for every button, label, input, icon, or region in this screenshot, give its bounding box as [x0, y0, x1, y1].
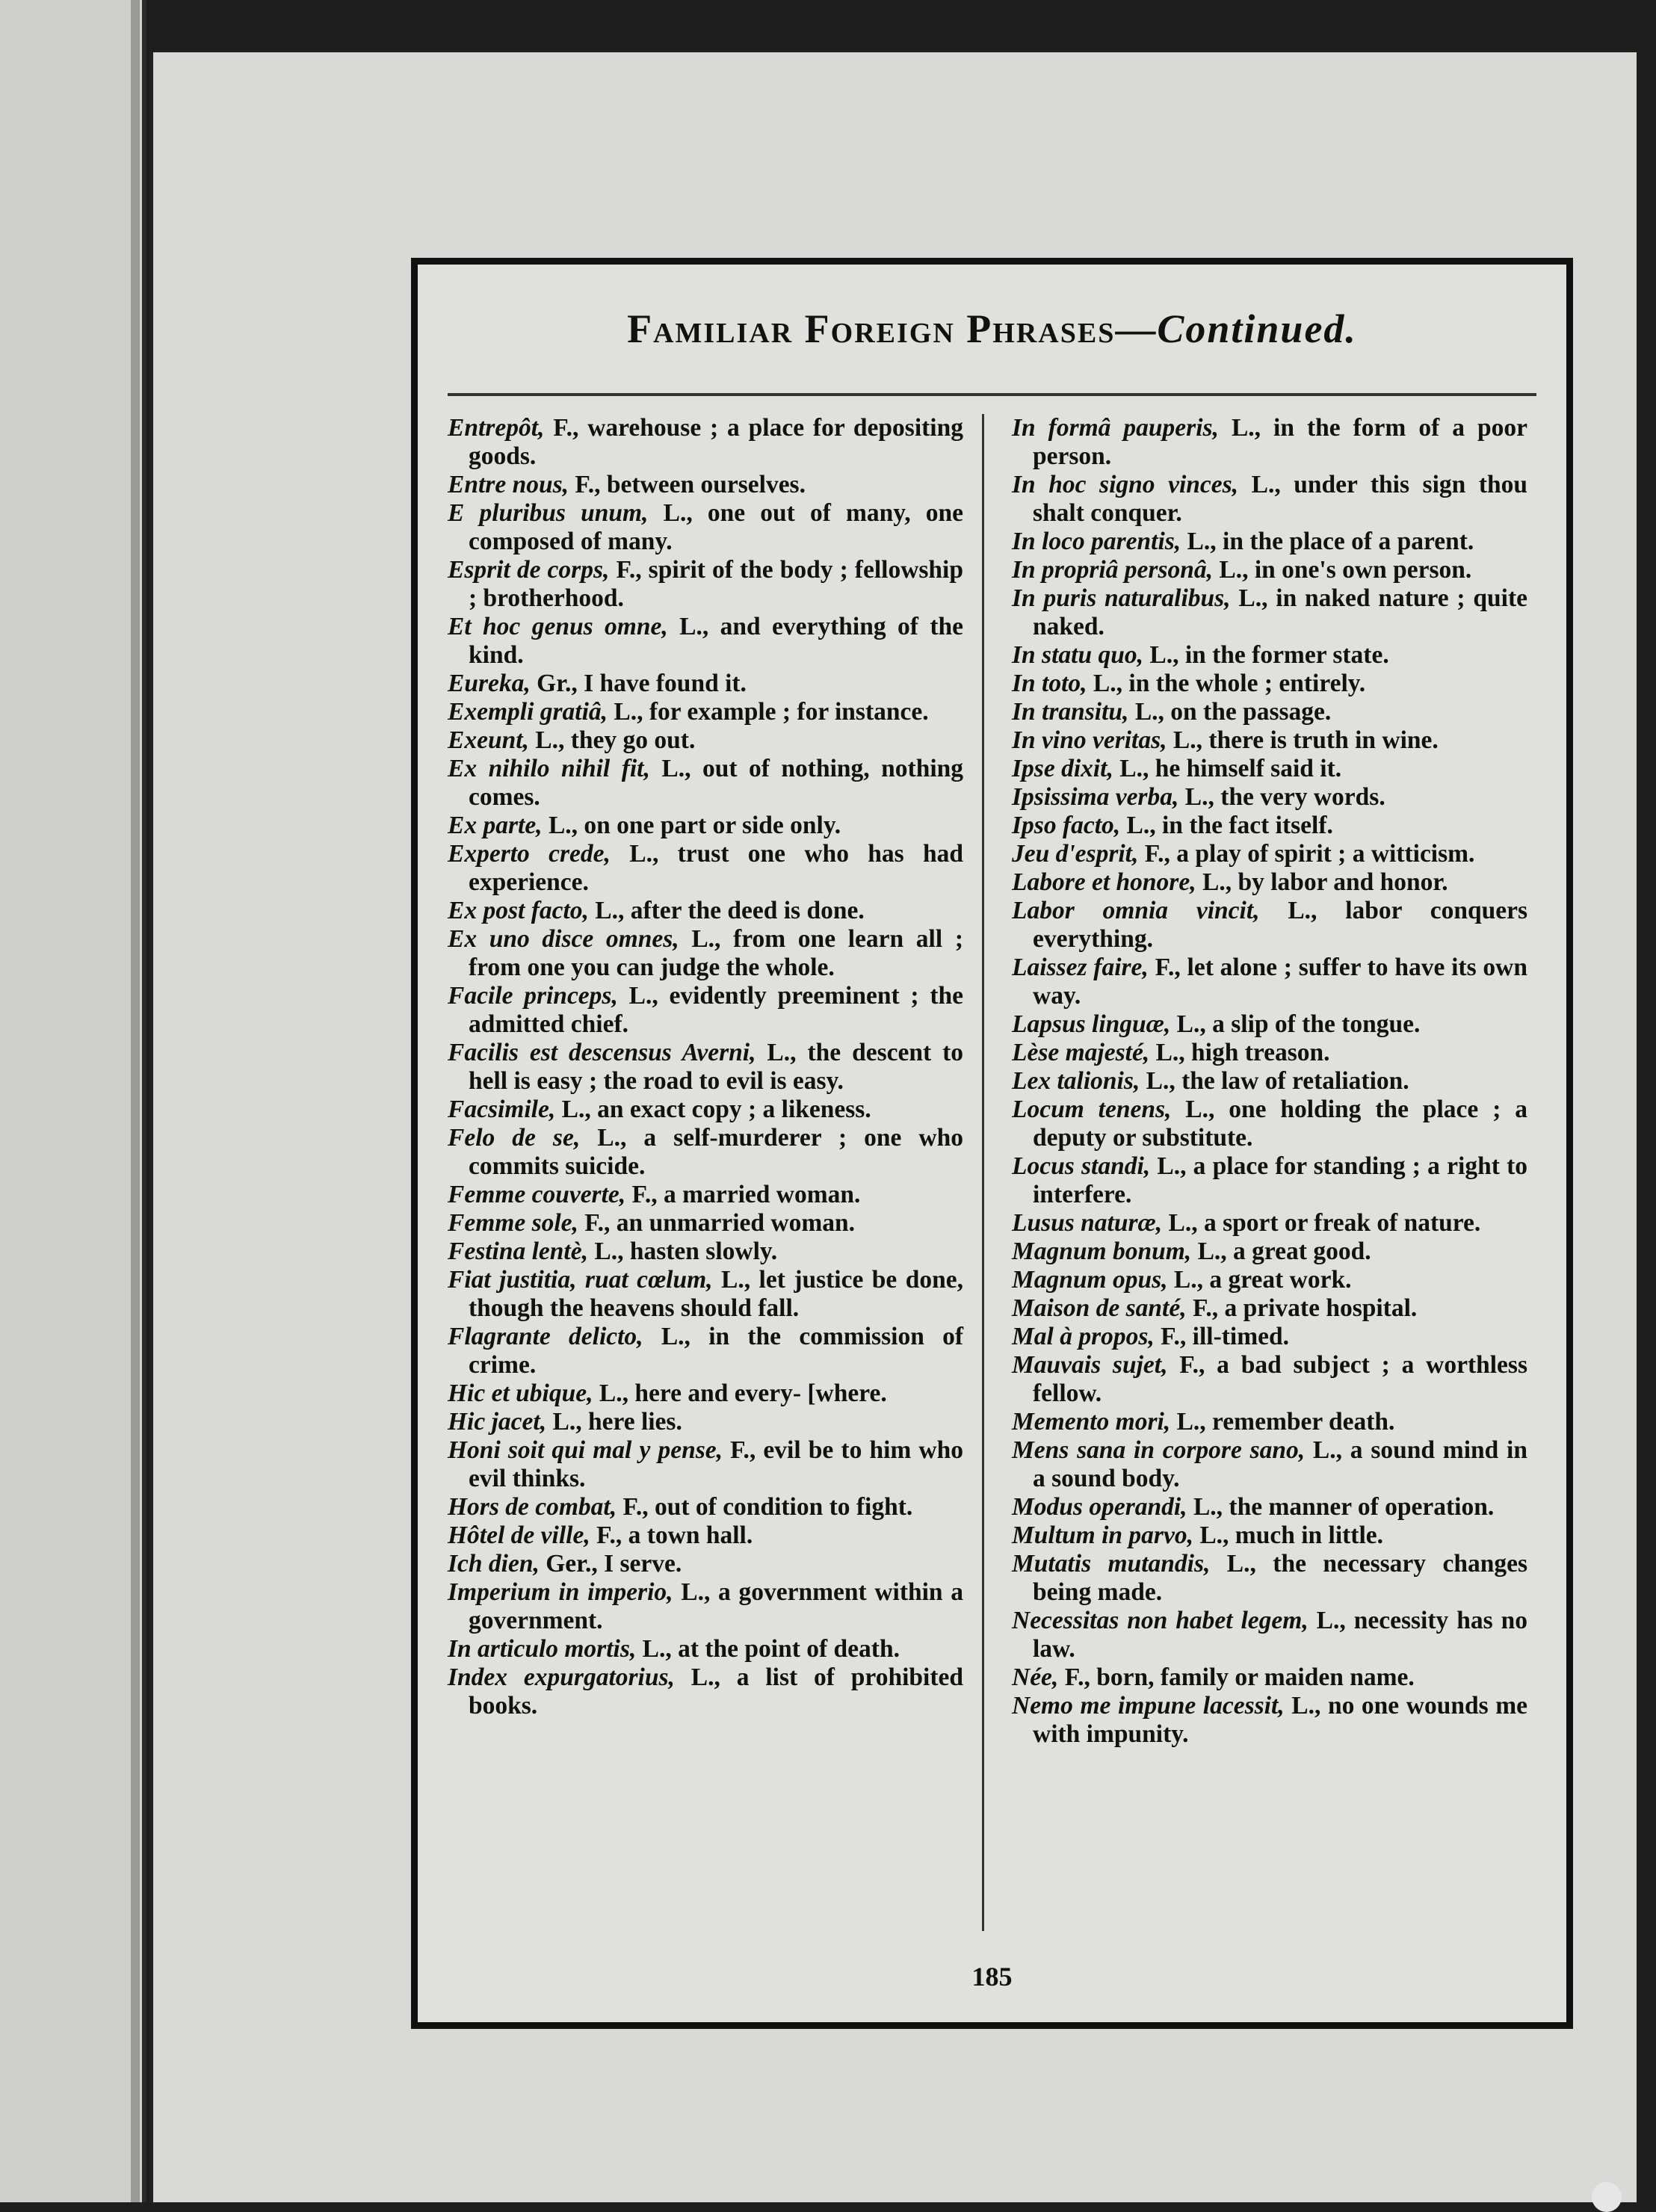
phrase-entry: [1012, 1521, 1527, 1550]
phrase-definition: L., no one wounds me with impunity.: [1033, 1692, 1527, 1748]
phrase-definition: L., a government within a government.: [469, 1578, 964, 1634]
phrase-definition: L., a place for standing ; a right to interfere.: [1033, 1152, 1527, 1208]
phrase-entry: [448, 1266, 963, 1323]
phrase-definition: L., from one learn all ; from one you can judge the whole.: [469, 925, 963, 981]
phrase-term: Labor omnia vincit,: [1012, 897, 1260, 924]
phrase-term: Flagrante delicto,: [448, 1323, 643, 1350]
phrase-term: Laissez faire,: [1012, 954, 1149, 981]
phrase-definition: F., a married woman.: [625, 1181, 861, 1208]
phrase-entry: [1012, 1039, 1527, 1067]
phrase-definition: L., and everything of the kind.: [469, 613, 963, 669]
phrase-definition: F., ill-timed.: [1154, 1323, 1290, 1350]
phrase-entry: [1012, 528, 1527, 556]
phrase-term: Ipse dixit,: [1012, 755, 1113, 782]
phrase-term: Lapsus linguæ,: [1012, 1010, 1171, 1038]
phrase-term: Facilis est descensus Averni,: [448, 1039, 756, 1066]
phrase-entry: [1012, 726, 1527, 755]
phrase-term: Labore et honore,: [1012, 868, 1196, 896]
phrase-term: Esprit de corps,: [448, 556, 610, 584]
phrase-entry: [448, 1380, 963, 1408]
book-page: [149, 52, 1637, 2202]
phrase-term: Necessitas non habet legem,: [1012, 1607, 1309, 1634]
phrase-definition: L., here lies.: [546, 1408, 682, 1436]
phrase-term: Exempli gratiâ,: [448, 698, 608, 726]
phrase-term: In puris naturalibus,: [1012, 584, 1231, 612]
phrase-term: Née,: [1012, 1663, 1059, 1691]
phrase-term: Memento mori,: [1012, 1408, 1171, 1436]
phrase-definition: L., a sport or freak of nature.: [1162, 1209, 1481, 1237]
phrase-term: In propriâ personâ,: [1012, 556, 1213, 584]
phrase-term: Hôtel de ville,: [448, 1521, 590, 1549]
phrase-entry: [1012, 1294, 1527, 1323]
phrase-entry: [448, 499, 963, 556]
phrase-entry: [1012, 1266, 1527, 1294]
phrase-term: Magnum bonum,: [1012, 1238, 1192, 1265]
phrase-definition: L., a self-murderer ; one who commits suicide.: [469, 1124, 963, 1180]
phrase-definition: L., remember death.: [1170, 1408, 1395, 1436]
scan-artifact: [1592, 2182, 1622, 2212]
phrase-definition: L., at the point of death.: [636, 1635, 900, 1663]
phrase-definition: L., the necessary changes being made.: [1033, 1550, 1527, 1606]
phrase-definition: L., a great work.: [1167, 1266, 1352, 1294]
phrase-definition: L., evidently preeminent ; the admitted chief.: [469, 982, 963, 1038]
phrase-entry: [448, 1635, 963, 1663]
phrase-definition: L., one holding the place ; a deputy or substitute.: [1033, 1096, 1527, 1152]
phrase-entry: [1012, 1238, 1527, 1266]
phrase-term: Ex uno disce omnes,: [448, 925, 679, 953]
page-title: [418, 306, 1566, 373]
phrase-term: Mens sana in corpore sano,: [1012, 1436, 1306, 1464]
phrase-entry: [448, 755, 963, 812]
phrase-definition: L., on one part or side only.: [542, 812, 841, 839]
phrase-term: Ex post facto,: [448, 897, 589, 924]
phrase-entry: [1012, 954, 1527, 1010]
phrase-entry: [1012, 1323, 1527, 1351]
phrase-definition: F., a play of spirit ; a witticism.: [1138, 840, 1475, 868]
phrase-term: Nemo me impune lacessit,: [1012, 1692, 1285, 1720]
phrase-entry: [1012, 1010, 1527, 1039]
right-column: [1012, 414, 1527, 1749]
phrase-term: Ex parte,: [448, 812, 543, 839]
phrase-entry: [448, 613, 963, 670]
phrase-entry: [1012, 1408, 1527, 1436]
phrase-entry: [448, 1238, 963, 1266]
phrase-definition: L., in the former state.: [1143, 641, 1389, 669]
phrase-definition: L., trust one who has had experience.: [469, 840, 964, 896]
phrase-definition: F., between ourselves.: [569, 471, 806, 498]
phrase-entry: [448, 1436, 963, 1493]
phrase-entry: [1012, 1607, 1527, 1663]
phrase-definition: L., in one's own person.: [1213, 556, 1472, 584]
phrase-entry: [448, 897, 963, 925]
phrase-entry: [1012, 698, 1527, 726]
phrase-definition: F., a bad subject ; a worthless fellow.: [1033, 1351, 1527, 1407]
phrase-entry: [1012, 1351, 1527, 1408]
phrase-definition: L., labor conquers everything.: [1033, 897, 1527, 953]
phrase-term: Facile princeps,: [448, 982, 618, 1010]
title-text: Familiar Foreign Phrases—: [627, 306, 1158, 351]
phrase-definition: L., in the commission of crime.: [469, 1323, 963, 1379]
page-gutter: [131, 0, 140, 2202]
phrase-definition: L., much in little.: [1193, 1521, 1384, 1549]
phrase-term: Hic jacet,: [448, 1408, 547, 1436]
phrase-term: In vino veritas,: [1012, 726, 1167, 754]
phrase-term: Hic et ubique,: [448, 1380, 593, 1407]
phrase-entry: [448, 1039, 963, 1096]
phrase-definition: L., here and every- [where.: [593, 1380, 887, 1407]
phrase-entry: [1012, 1152, 1527, 1209]
phrase-definition: L., necessity has no law.: [1033, 1607, 1527, 1663]
phrase-definition: Ger., I serve.: [539, 1550, 682, 1578]
phrase-term: Locum tenens,: [1012, 1096, 1172, 1123]
phrase-definition: F., a private hospital.: [1186, 1294, 1418, 1322]
phrase-term: Magnum opus,: [1012, 1266, 1168, 1294]
phrase-entry: [1012, 670, 1527, 698]
phrase-definition: L., the law of retaliation.: [1140, 1067, 1409, 1095]
phrase-table-frame: [411, 258, 1573, 2029]
page-number: 185: [971, 1962, 1013, 1992]
phrase-term: Femme couverte,: [448, 1181, 626, 1208]
phrase-entry: [1012, 897, 1527, 954]
phrase-term: Exeunt,: [448, 726, 529, 754]
phrase-term: Fiat justitia, ruat cœlum,: [448, 1266, 713, 1294]
phrase-definition: L., a great good.: [1191, 1238, 1371, 1265]
phrase-definition: L., hasten slowly.: [587, 1238, 778, 1265]
phrase-term: Experto crede,: [448, 840, 611, 868]
phrase-term: Lex talionis,: [1012, 1067, 1140, 1095]
phrase-entry: [448, 1550, 963, 1578]
phrase-definition: L., a list of prohibited books.: [469, 1663, 963, 1720]
phrase-entry: [448, 414, 963, 471]
phrase-entry: [1012, 414, 1527, 471]
phrase-entry: [1012, 783, 1527, 812]
phrase-definition: L., one out of many, one composed of many.: [469, 499, 963, 555]
phrase-entry: [1012, 868, 1527, 897]
phrase-entry: [1012, 584, 1527, 641]
title-continued: Continued.: [1157, 306, 1357, 351]
phrase-entry: [448, 1181, 963, 1209]
phrase-entry: [448, 556, 963, 613]
phrase-term: In hoc signo vinces,: [1012, 471, 1239, 498]
phrase-definition: L., by labor and honor.: [1196, 868, 1448, 896]
phrase-term: Modus operandi,: [1012, 1493, 1187, 1521]
phrase-definition: L., in the fact itself.: [1120, 812, 1333, 839]
phrase-term: Lusus naturæ,: [1012, 1209, 1163, 1237]
phrase-definition: F., an unmarried woman.: [578, 1209, 856, 1237]
phrase-term: Ipsissima verba,: [1012, 783, 1179, 811]
phrase-entry: [448, 1493, 963, 1521]
phrase-term: E pluribus unum,: [448, 499, 649, 527]
phrase-entry: [448, 840, 963, 897]
phrase-definition: F., out of condition to fight.: [617, 1493, 913, 1521]
phrase-entry: [1012, 1692, 1527, 1749]
phrase-term: Facsimile,: [448, 1096, 556, 1123]
phrase-term: Maison de santé,: [1012, 1294, 1187, 1322]
phrase-definition: L., the descent to hell is easy ; the road to evil is easy.: [469, 1039, 964, 1095]
phrase-entry: [448, 1663, 963, 1720]
left-column: [448, 414, 963, 1720]
phrase-term: Felo de se,: [448, 1124, 581, 1152]
phrase-definition: L., in the whole ; entirely.: [1087, 670, 1366, 697]
phrase-definition: L., let justice be done, though the heavens should fall.: [469, 1266, 963, 1322]
phrase-entry: [448, 698, 963, 726]
phrase-entry: [448, 1096, 963, 1124]
phrase-term: Mauvais sujet,: [1012, 1351, 1168, 1379]
phrase-term: Entre nous,: [448, 471, 569, 498]
phrase-entry: [1012, 1067, 1527, 1096]
phrase-entry: [448, 1124, 963, 1181]
phrase-term: Multum in parvo,: [1012, 1521, 1193, 1549]
phrase-definition: L., an exact copy ; a likeness.: [555, 1096, 871, 1123]
phrase-entry: [448, 670, 963, 698]
phrase-term: Jeu d'esprit,: [1012, 840, 1139, 868]
phrase-term: In articulo mortis,: [448, 1635, 637, 1663]
phrase-term: Et hoc genus omne,: [448, 613, 668, 640]
phrase-term: In statu quo,: [1012, 641, 1143, 669]
phrase-term: Locus standi,: [1012, 1152, 1151, 1180]
phrase-definition: L., in the place of a parent.: [1181, 528, 1474, 555]
phrase-definition: F., evil be to him who evil thinks.: [469, 1436, 963, 1492]
phrase-term: Ich dien,: [448, 1550, 540, 1578]
phrase-entry: [1012, 840, 1527, 868]
phrase-term: Ex nihilo nihil fit,: [448, 755, 650, 782]
phrase-definition: L., a sound mind in a sound body.: [1033, 1436, 1527, 1492]
phrase-entry: [1012, 755, 1527, 783]
phrase-entry: [1012, 1209, 1527, 1238]
phrase-definition: L., in naked nature ; quite naked.: [1033, 584, 1527, 640]
phrase-definition: F., warehouse ; a place for depositing goods.: [469, 414, 963, 470]
phrase-term: Mal à propos,: [1012, 1323, 1155, 1350]
phrase-definition: L., high treason.: [1149, 1039, 1330, 1066]
phrase-entry: [1012, 641, 1527, 670]
phrase-term: Femme sole,: [448, 1209, 578, 1237]
phrase-entry: [1012, 1096, 1527, 1152]
phrase-definition: L., in the form of a poor person.: [1033, 414, 1527, 470]
phrase-term: Eureka,: [448, 670, 531, 697]
phrase-term: Mutatis mutandis,: [1012, 1550, 1211, 1578]
phrase-term: Entrepôt,: [448, 414, 545, 442]
phrase-definition: L., there is truth in wine.: [1167, 726, 1439, 754]
phrase-entry: [448, 1578, 963, 1635]
phrase-entry: [448, 925, 963, 982]
phrase-entry: [1012, 1550, 1527, 1607]
column-divider: [982, 414, 984, 1931]
phrase-entry: [448, 1408, 963, 1436]
phrase-definition: Gr., I have found it.: [530, 670, 747, 697]
phrase-definition: L., for example ; for instance.: [608, 698, 929, 726]
phrase-term: In formâ pauperis,: [1012, 414, 1219, 442]
header-rule: [448, 393, 1536, 396]
phrase-definition: F., a town hall.: [590, 1521, 753, 1549]
phrase-entry: [448, 471, 963, 499]
phrase-definition: L., under this sign thou shalt conquer.: [1033, 471, 1527, 527]
phrase-entry: [1012, 1493, 1527, 1521]
phrase-term: Festina lentè,: [448, 1238, 588, 1265]
phrase-entry: [1012, 1663, 1527, 1692]
phrase-definition: L., out of nothing, nothing comes.: [469, 755, 964, 811]
phrase-term: Hors de combat,: [448, 1493, 617, 1521]
phrase-definition: L., on the passage.: [1128, 698, 1332, 726]
phrase-term: In loco parentis,: [1012, 528, 1181, 555]
phrase-entry: [1012, 471, 1527, 528]
phrase-entry: [448, 1521, 963, 1550]
phrase-entry: [1012, 556, 1527, 584]
phrase-entry: [448, 1323, 963, 1380]
phrase-term: Ipso facto,: [1012, 812, 1121, 839]
phrase-term: Honi soit qui mal y pense,: [448, 1436, 723, 1464]
phrase-definition: F., spirit of the body ; fellowship ; brotherhood.: [469, 556, 963, 612]
phrase-definition: L., he himself said it.: [1113, 755, 1342, 782]
phrase-entry: [448, 726, 963, 755]
phrase-term: Imperium in imperio,: [448, 1578, 673, 1606]
phrase-term: Index expurgatorius,: [448, 1663, 675, 1691]
phrase-term: In transitu,: [1012, 698, 1129, 726]
phrase-entry: [448, 812, 963, 840]
phrase-definition: L., a slip of the tongue.: [1170, 1010, 1421, 1038]
phrase-entry: [1012, 812, 1527, 840]
phrase-term: Lèse majesté,: [1012, 1039, 1150, 1066]
phrase-entry: [448, 1209, 963, 1238]
phrase-definition: F., born, family or maiden name.: [1058, 1663, 1415, 1691]
phrase-definition: F., let alone ; suffer to have its own way.: [1033, 954, 1527, 1010]
phrase-definition: L., the very words.: [1178, 783, 1385, 811]
phrase-entry: [1012, 1436, 1527, 1493]
phrase-definition: L., they go out.: [528, 726, 696, 754]
phrase-definition: L., the manner of operation.: [1187, 1493, 1495, 1521]
facing-page-edge: [0, 0, 146, 2202]
phrase-definition: L., after the deed is done.: [588, 897, 865, 924]
phrase-term: In toto,: [1012, 670, 1087, 697]
phrase-entry: [448, 982, 963, 1039]
